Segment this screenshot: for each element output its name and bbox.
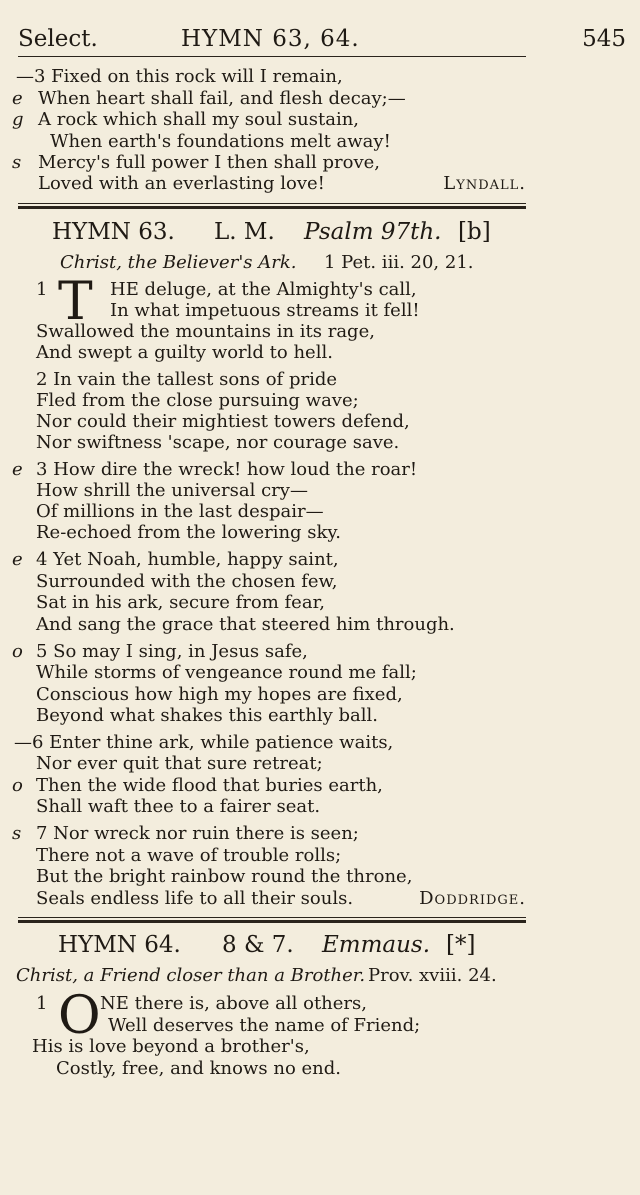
hymn-63-line-5: 2 In vain the tallest sons of pride (36, 369, 337, 390)
hymn-63-mark: [b] (458, 219, 491, 245)
section-rule-top (18, 203, 526, 204)
header-section: Select. (18, 26, 98, 52)
hymn-63-line-11: Of millions in the last despair— (36, 501, 324, 522)
hymn-64-dropcap: O (58, 986, 101, 1046)
hymn-64-line-2: Well deserves the name of Friend; (108, 1015, 421, 1036)
hymn-64-line-3: His is love beyond a brother's, (32, 1036, 310, 1057)
hymn-63-line-27: But the bright rainbow round the throne, (36, 866, 413, 887)
hymn-63-line-26: There not a wave of trouble rolls; (36, 845, 342, 866)
hymn-63-line-17: o 5 So may I sing, in Jesus safe, (12, 641, 308, 662)
section-rule-2-bottom (18, 920, 526, 923)
page-number: 545 (582, 26, 626, 52)
hymn-63-line-19: Conscious how high my hopes are fixed, (36, 684, 403, 705)
hymn-63-line-28: Seals endless life to all their souls. Doddridge. (36, 888, 526, 909)
hymn-63-line-14: Surrounded with the chosen few, (36, 571, 338, 592)
hymn-64-reference: Prov. xviii. 24. (368, 965, 497, 986)
hymn-63-line-20: Beyond what shakes this earthly ball. (36, 705, 378, 726)
hymn-63-subtitle: Christ, the Believer's Ark. (60, 252, 297, 273)
hymn-63-line-9: e 3 How dire the wreck! how loud the roar! (12, 459, 418, 480)
prev-author: Lyndall. (443, 173, 526, 194)
section-rule-bottom (18, 206, 526, 209)
hymn-63-tune: Psalm 97th. (304, 219, 442, 245)
hymn-64-tune: Emmaus. (322, 932, 431, 958)
section-rule-2-top (18, 917, 526, 918)
hymn-63-line-13: e 4 Yet Noah, humble, happy saint, (12, 549, 339, 570)
hymn-63-line-8: Nor swiftness 'scape, nor courage save. (36, 432, 400, 453)
hymn-63-line-23: o Then the wide flood that buries earth, (12, 775, 383, 796)
prev-line-4: When earth's foundations melt away! (50, 131, 391, 152)
prev-line-6: Loved with an everlasting love! Lyndall. (38, 173, 526, 194)
hymn-63-line-2: In what impetuous streams it fell! (110, 300, 420, 321)
hymn-64-line-1: 1 NE there is, above all others, (36, 993, 367, 1014)
hymn-63-line-16: And sang the grace that steered him through. (36, 614, 455, 635)
hymn-63-reference: 1 Pet. iii. 20, 21. (324, 252, 474, 273)
hymn-64-number: HYMN 64. (58, 932, 181, 958)
hymn-63-line-21: —6 Enter thine ark, while patience waits, (14, 732, 394, 753)
hymn-63-dropcap: T (58, 272, 93, 332)
hymn-63-title (0, 217, 640, 247)
hymn-63-line-3: Swallowed the mountains in its rage, (36, 321, 375, 342)
hymn-64-subtitle-line (0, 964, 640, 988)
hymn-64-subtitle: Christ, a Friend closer than a Brother. (16, 965, 366, 986)
hymn-63-subtitle-line (0, 251, 640, 275)
hymn-63-line-1: 1 HE deluge, at the Almighty's call, (36, 279, 417, 300)
hymn-63-line-7: Nor could their mightiest towers defend, (36, 411, 410, 432)
prev-line-3: g A rock which shall my soul sustain, (12, 109, 360, 130)
header-title: HYMN 63, 64. (181, 26, 360, 52)
hymn-63-author: Doddridge. (419, 888, 526, 909)
hymn-63-line-24: Shall waft thee to a fairer seat. (36, 796, 321, 817)
hymn-63-meter: L. M. (214, 219, 275, 245)
hymn-64-line-4: Costly, free, and knows no end. (56, 1058, 341, 1079)
prev-line-5: s Mercy's full power I then shall prove, (12, 152, 381, 173)
hymn-64-meter: 8 & 7. (222, 932, 294, 958)
hymn-63-line-15: Sat in his ark, secure from fear, (36, 592, 325, 613)
hymn-63-line-4: And swept a guilty world to hell. (36, 342, 333, 363)
hymn-63-line-12: Re-echoed from the lowering sky. (36, 522, 341, 543)
header-rule (18, 56, 526, 57)
hymn-64-title (0, 930, 640, 960)
hymn-63-line-6: Fled from the close pursuing wave; (36, 390, 359, 411)
hymn-63-line-18: While storms of vengeance round me fall; (36, 662, 417, 683)
hymn-63-line-22: Nor ever quit that sure retreat; (36, 753, 323, 774)
prev-line-2: e When heart shall fail, and flesh decay;— (12, 88, 406, 109)
hymn-63-line-10: How shrill the universal cry— (36, 480, 308, 501)
hymn-63-number: HYMN 63. (52, 219, 175, 245)
prev-line-1: —3 Fixed on this rock will I remain, (16, 66, 343, 87)
hymn-64-mark: [*] (446, 932, 476, 958)
running-header (18, 22, 626, 56)
hymn-63-line-25: s 7 Nor wreck nor ruin there is seen; (12, 823, 359, 844)
